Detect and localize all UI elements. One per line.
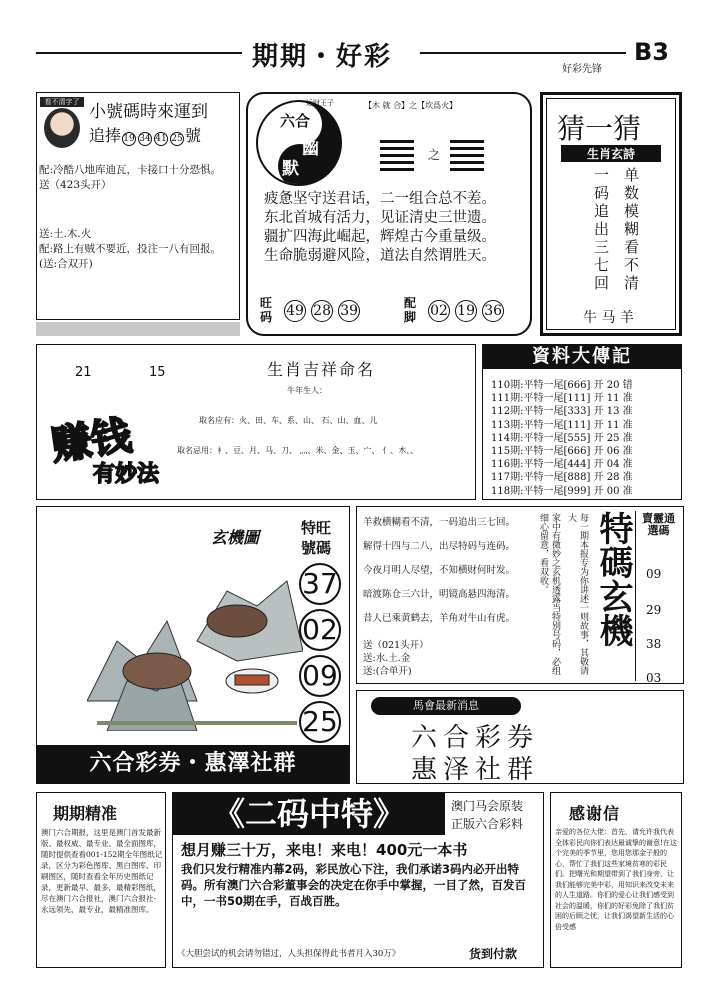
thanks-text: 亲爱的各位大佬：首先，请允许我代表全体彩民向你们表达最诚挚的谢意!在这个完美的季节里，您用您那金子般的心，帮忙了我们这些家境贫寒的彩民们。把曙光和期望带到了我们身旁，让我们能够完美中彩，用知识来改变未来的人生道路。你们的爱心让我们感受到社会的温暖，你们的好彩免除了我们贫困的后顾之忧，让我们渴望新生活的心倍受感: [555, 828, 677, 931]
hexagram-right: [450, 140, 484, 171]
news-label: [371, 697, 521, 715]
poem-line: 东北首城有活力，见证清史三世遗。: [264, 210, 496, 226]
bottom-left-text: 澳门六合期报，这里是澳门首发最新版、最权威、最专业、最全面图库，随时提供查看001-152期全年图纸记录，区分为彩色图库、黑白图库、印刷图区，随时查看全年历史图纸记录，更新最早、最多，最精彩图纸，尽在澳门六合报社，澳门六合报社-永远领先，最专业，最精准图库。: [41, 828, 163, 914]
verse-line: 羊救横糊看不清，一码追出三七回。: [363, 517, 516, 528]
naming-title: 生肖吉祥命名: [267, 360, 376, 379]
list-item: 110期:平特一尾[666] 开 20 错: [491, 380, 633, 391]
naming-sub: 牛年生人：: [287, 386, 327, 395]
tl-lines2: [39, 227, 221, 272]
verse-line: 今夜月明人尽望，不知横财何时发。: [363, 565, 516, 576]
news-line2: 惠泽社群: [411, 755, 540, 785]
grey-bar: [36, 322, 240, 336]
money-logo: 赚钱: [48, 412, 135, 470]
news-label-text: 馬會最新消息: [413, 699, 479, 712]
page-number: B3: [634, 38, 669, 66]
xuanji-label: 玄機圖: [211, 528, 260, 547]
header-rule-left: [36, 52, 242, 54]
poem-line: 生命脆弱避风险，道法自然谓胜天。: [264, 248, 496, 264]
guess-col-2: 单数模糊看不清: [622, 167, 640, 293]
center-title: 《二码中特》: [173, 793, 445, 835]
vote-number: 38: [646, 637, 662, 651]
list-item: 115期:平特一尾[666] 开 06 准: [491, 446, 633, 458]
avatar: [40, 97, 84, 149]
logo-text-top: 六合: [280, 112, 311, 130]
header-slogan: 好彩先锋: [562, 64, 602, 75]
verse-box: [356, 506, 684, 684]
list-item: 111期:平特一尾[111] 开 11 准: [491, 393, 633, 405]
verse-line: 解得十四与二八，出尽特码与连码。: [363, 541, 516, 552]
logo-text-bottom: 默: [282, 159, 299, 179]
bottom-left-title: 期期精准: [53, 804, 118, 823]
tl-prefix: 追捧: [89, 126, 122, 145]
vote-title: 賣靈通選碼: [642, 512, 675, 537]
tl-line: 配:路上有贼不要近，投注一八有回报。: [39, 243, 222, 255]
poem-header: 【木 就 合】之【坎爲火】: [364, 101, 458, 110]
xuanji-v2: 號碼: [301, 539, 332, 557]
guess-col-1: 一码追出三七回: [592, 167, 610, 293]
tl-line: 送（423头开）: [39, 179, 112, 191]
list-item: 112期:平特一尾[333] 开 13 准: [491, 406, 633, 418]
logo-text-mid: 幽: [302, 139, 319, 159]
naming-row2: 取名忌用：衤、豆、月、马、刀、 灬、米、金、玉、宀、 亻、木、、: [177, 446, 419, 455]
list-item: 116期:平特一尾[444] 开 04 准: [491, 459, 633, 471]
naming-row1: 取名应有：火、田、车、系、山、 石、山、血、儿: [199, 416, 378, 425]
wang-numbers: [284, 300, 360, 322]
center-body: 我们只发行精准内幕2码，彩民放心下注，我们承诺3码内必开出特码。所有澳门六合彩董事会的决定在你手中掌握，一目了然，百发百中，一书50期在手，百战百胜。: [181, 862, 526, 908]
pei-number: 02: [428, 300, 450, 322]
center-side1: 澳门马会原装: [451, 799, 524, 813]
verse-extra: [363, 639, 429, 678]
wang-number: 49: [284, 300, 306, 322]
wang-number: 28: [311, 300, 333, 322]
xuanji-number: 25: [299, 701, 341, 743]
tl-line: (送:合双开): [39, 258, 93, 270]
header-rule-right: [420, 52, 626, 54]
records-box: [482, 344, 682, 500]
vote-number: 29: [646, 603, 662, 617]
xuanji-illustration: [87, 551, 303, 731]
verse-vtext1: 家中有微妙之玄机透露当特别号码，必组细心留意，看双收。: [538, 513, 560, 675]
naming-num1: 21: [75, 365, 92, 380]
list-item: 117期:平特一尾[888] 开 28 准: [491, 472, 633, 484]
money-logo-sub: 有妙法: [93, 462, 160, 487]
tl-suffix: 號: [185, 126, 202, 145]
vote-number: 09: [646, 567, 662, 581]
center-foot: 《大胆尝试的机会请勿错过，人头担保得此书者月入30万》: [177, 949, 401, 959]
naming-box: [36, 344, 476, 500]
thanks-title: 感谢信: [569, 804, 621, 823]
yin-yang-logo: [256, 100, 342, 186]
xuanji-number: 09: [299, 655, 341, 697]
tl-number-line: [89, 123, 201, 146]
records-list: [491, 379, 633, 498]
guess-box: [540, 92, 682, 336]
center-side2: 正版六合彩料: [451, 817, 524, 831]
guess-answer: 牛 马 羊: [583, 310, 634, 326]
bottom-center-box: [172, 792, 544, 968]
logo-caption: 运财王子: [306, 99, 334, 107]
vote-number: 03: [646, 671, 662, 685]
hexagram-mid: 之: [428, 148, 441, 162]
xuanji-box: [36, 506, 350, 784]
xuanji-number: 37: [299, 563, 341, 605]
records-title: 資料大傳記: [483, 345, 681, 369]
verse-big: 特碼玄機: [593, 511, 633, 647]
xuanji-v1: 特旺: [301, 519, 332, 537]
poem-box: [246, 92, 532, 336]
vote-panel: [635, 511, 681, 685]
pei-number: 19: [455, 300, 477, 322]
pei-numbers: [428, 300, 504, 322]
verse-extra-line: 送:(合单开): [363, 666, 412, 677]
bottom-right-box: [550, 792, 682, 968]
tl-line: 送:土.木.火: [39, 228, 92, 240]
guess-subtitle: 生肖玄詩: [561, 145, 661, 162]
bottom-left-box: [36, 792, 166, 968]
xuanji-banner: 六合彩券・惠澤社群: [37, 745, 349, 783]
wang-number: 39: [338, 300, 360, 322]
tl-number: 34: [139, 134, 151, 144]
list-item: 114期:平特一尾[555] 开 25 准: [491, 432, 633, 444]
top-left-box: [36, 92, 240, 320]
avatar-caption: 看不清字了: [40, 97, 84, 107]
hexagram-left: [380, 140, 414, 171]
center-foot-right: 货到付款: [469, 947, 518, 961]
guess-title: 猜一猜: [557, 112, 642, 145]
tl-number: 41: [155, 134, 167, 144]
naming-num2: 15: [149, 365, 166, 380]
tl-number: 19: [123, 134, 135, 144]
verse-line: 昔人已乘黄鹤去，羊角对牛山有虎。: [363, 613, 516, 624]
poem: [264, 190, 496, 266]
poem-line: 疲惫坚守送君话，二一组合总不差。: [264, 191, 496, 207]
poem-line: 疆扩四海此崛起，辉煌古今重量级。: [264, 229, 496, 245]
verse-vtext2: 每一期本报专为你讲述一则故事，其敬请大: [566, 513, 588, 675]
tl-number: 25: [171, 134, 183, 144]
wang-label: 旺码: [260, 296, 273, 324]
pei-number: 36: [482, 300, 504, 322]
list-item: 113期:平特一尾[111] 开 11 准: [491, 419, 633, 431]
verse-extra-line: 送:水.土.金: [363, 653, 411, 664]
guess-inner: [546, 98, 676, 330]
list-item: 118期:平特一尾[999] 开 00 准: [491, 485, 633, 497]
verse-extra-line: 送（021头开）: [363, 640, 429, 651]
tl-lines1: [39, 163, 221, 193]
xuanji-numbers: [295, 559, 345, 747]
xuanji-number: 02: [299, 609, 341, 651]
verse-lines: [363, 511, 515, 631]
news-box: [356, 690, 684, 784]
tl-line: 配:冷酷八地库迪瓦，卡接口十分恐惧。: [39, 164, 222, 176]
news-line1: 六合彩券: [411, 723, 540, 753]
verse-line: 暗渡陈仓三六计，明镜高悬四海清。: [363, 589, 516, 600]
tl-title: 小號碼時來運到: [89, 102, 208, 122]
page-title: 期期・好彩: [252, 42, 393, 72]
avatar-photo: [44, 108, 80, 148]
center-slogan: 想月赚三十万，来电！来电！400元一本书: [181, 841, 468, 859]
pei-label: 配脚: [404, 296, 417, 324]
